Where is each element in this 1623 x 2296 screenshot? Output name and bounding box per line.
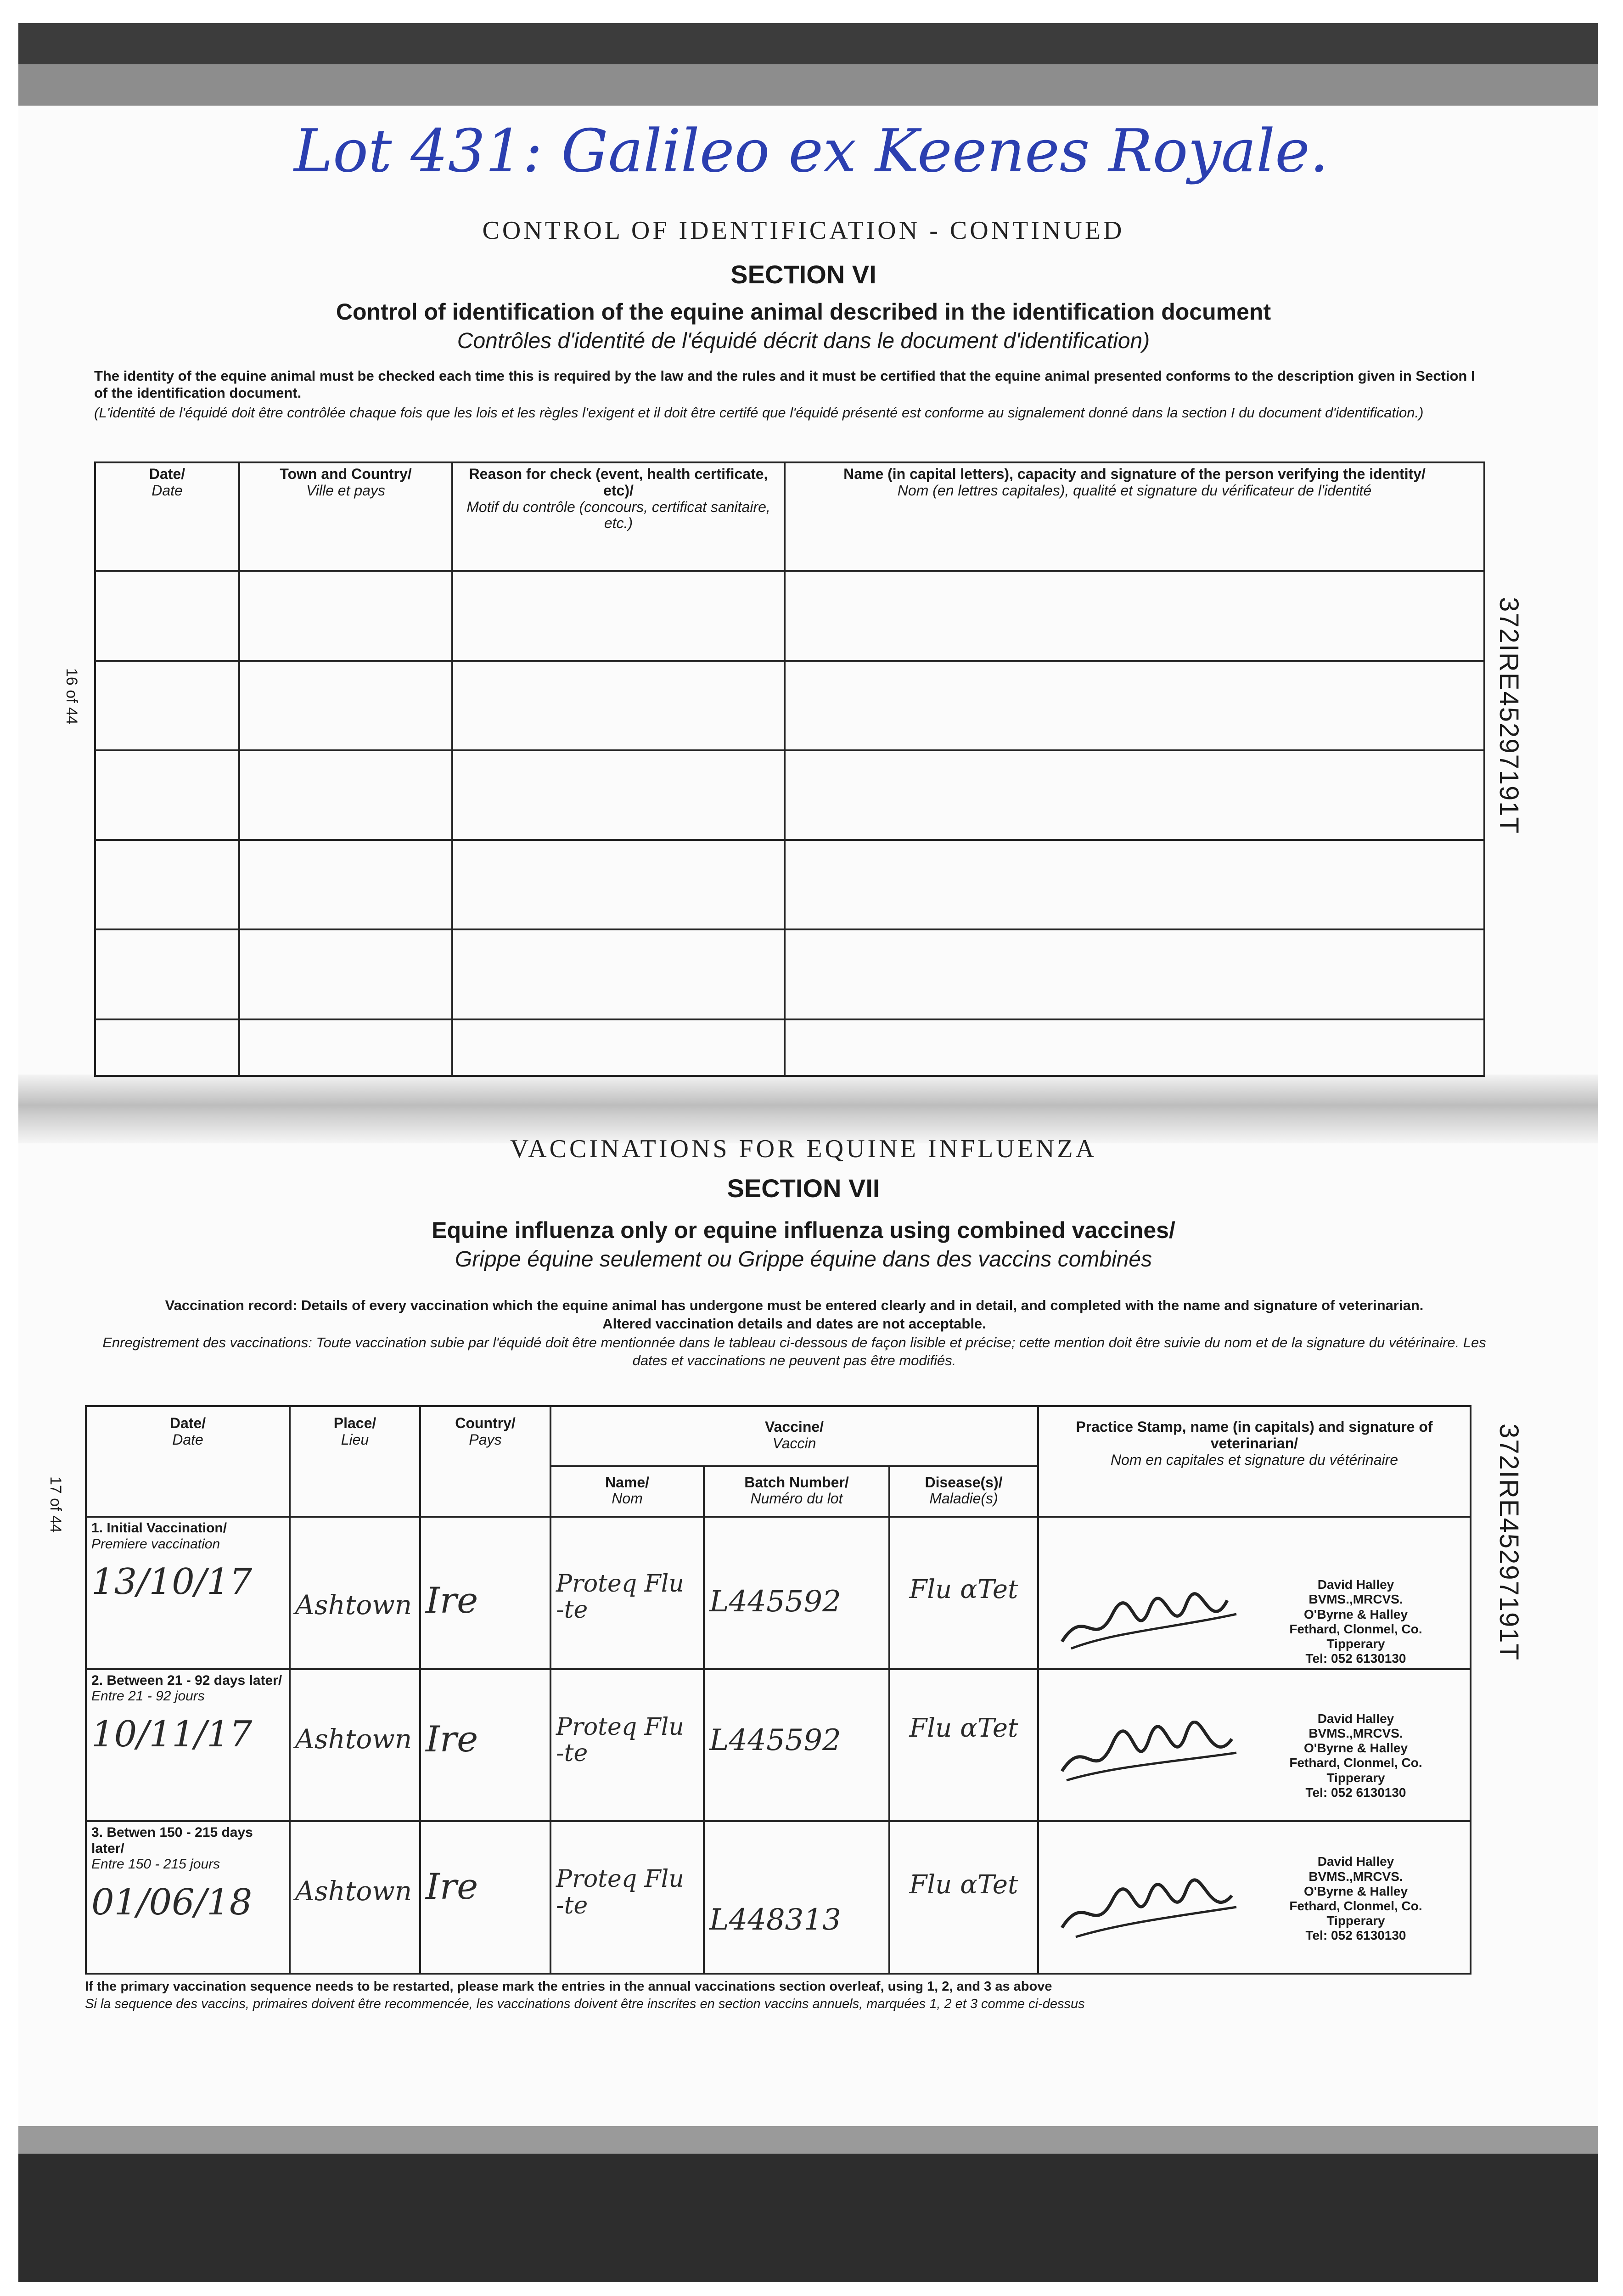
section6-page-label: 16 of 44: [63, 668, 80, 725]
entry-cell[interactable]: [95, 1019, 239, 1076]
disease: Flu αTet: [909, 1713, 1018, 1743]
entry-cell[interactable]: [239, 1019, 452, 1076]
vet-stamp: David Halley BVMS.,MRCVS. O'Byrne & Halley Fethard, Clonmel, Co. Tipperary Tel: 052 6130130: [1289, 1577, 1422, 1666]
section6-banner: CONTROL OF IDENTIFICATION - CONTINUED: [482, 216, 1125, 245]
entry-cell[interactable]: [239, 840, 452, 929]
section6-title-fr: Contrôles d'identité de l'équidé décrit dans le document d'identification): [457, 329, 1150, 353]
batch-cell[interactable]: [704, 1821, 889, 1974]
entry-cell[interactable]: [95, 840, 239, 929]
disease: Flu αTet: [909, 1575, 1018, 1605]
vaccination-date: 13/10/17: [91, 1561, 253, 1603]
vaccine-name-cell[interactable]: [550, 1821, 704, 1974]
entry-cell[interactable]: [239, 661, 452, 750]
col-vaccine: Vaccine/ Vaccin: [550, 1406, 1038, 1466]
table-row: [95, 1019, 1484, 1076]
entry-cell[interactable]: [95, 929, 239, 1019]
col-reason: Reason for check (event, health certificate, etc)/ Motif du contrôle (concours, certificat sanitaire, etc.): [452, 462, 785, 571]
section7-title: Equine influenza only or equine influenza using combined vaccines/: [432, 1217, 1175, 1243]
disease-cell[interactable]: [889, 1517, 1038, 1669]
entry-cell[interactable]: [785, 1019, 1484, 1076]
vaccination-place: Ashtown: [295, 1875, 412, 1907]
table-row: [95, 929, 1484, 1019]
entry-cell[interactable]: [239, 571, 452, 660]
col-batch: Batch Number/ Numéro du lot: [704, 1466, 889, 1517]
vaccination-date: 01/06/18: [91, 1881, 253, 1923]
col-town-country: Town and Country/ Ville et pays: [239, 462, 452, 571]
col-vaccine-name: Name/ Nom: [550, 1466, 704, 1517]
stamp-cell[interactable]: [1038, 1517, 1471, 1669]
vaccination-date: 10/11/17: [91, 1713, 253, 1755]
handwritten-lot-note: Lot 431: Galileo ex Keenes Royale.: [294, 117, 1329, 186]
table-row: [86, 1669, 1471, 1822]
entry-cell[interactable]: [452, 750, 785, 840]
batch-number: L448313: [709, 1903, 841, 1937]
place-cell[interactable]: [290, 1821, 420, 1974]
country-cell[interactable]: [420, 1669, 550, 1822]
section7-title-fr: Grippe équine seulement ou Grippe équine dans des vaccins combinés: [455, 1247, 1152, 1272]
entry-cell[interactable]: [95, 571, 239, 660]
table-row: [95, 840, 1484, 929]
table-row: [95, 571, 1484, 660]
vaccine-name: Proteq Flu -te: [556, 1713, 684, 1767]
row-date-cell[interactable]: 3. Betwen 150 - 215 days later/ Entre 150 - 215 jours 01/06/18: [86, 1821, 290, 1974]
scan-border-bottom: [18, 2154, 1598, 2282]
entry-cell[interactable]: [452, 840, 785, 929]
vaccination-place: Ashtown: [295, 1589, 412, 1621]
entry-cell[interactable]: [239, 750, 452, 840]
vet-stamp: David Halley BVMS.,MRCVS. O'Byrne & Halley Fethard, Clonmel, Co. Tipperary Tel: 052 6130130: [1289, 1854, 1422, 1943]
col-country: Country/ Pays: [420, 1406, 550, 1517]
row-date-cell[interactable]: 2. Between 21 - 92 days later/ Entre 21 - 92 jours 10/11/17: [86, 1669, 290, 1822]
table-row: [86, 1517, 1471, 1669]
batch-number: L445592: [709, 1723, 841, 1757]
col-date: Date/ Date: [86, 1406, 290, 1517]
section6-title: Control of identification of the equine animal described in the identification document: [336, 299, 1271, 325]
signature-scribble: [1057, 1721, 1241, 1790]
place-cell[interactable]: [290, 1517, 420, 1669]
row-date-cell[interactable]: 1. Initial Vaccination/ Premiere vaccination 13/10/17: [86, 1517, 290, 1669]
entry-cell[interactable]: [452, 661, 785, 750]
batch-cell[interactable]: [704, 1517, 889, 1669]
section7-record-altered: Altered vaccination details and dates are not acceptable.: [602, 1316, 986, 1332]
vaccine-name-cell[interactable]: [550, 1669, 704, 1822]
disease: Flu αTet: [909, 1870, 1018, 1900]
section6-heading: SECTION VI: [730, 260, 876, 289]
entry-cell[interactable]: [785, 929, 1484, 1019]
section7-page-label: 17 of 44: [47, 1476, 64, 1533]
scan-border-top-inner: [18, 64, 1598, 106]
batch-cell[interactable]: [704, 1669, 889, 1822]
entry-cell[interactable]: [785, 750, 1484, 840]
col-date: Date/ Date: [95, 462, 239, 571]
table-row: [95, 661, 1484, 750]
section7-record-fr: Enregistrement des vaccinations: Toute vaccination subie par l'équidé doit être mentionnée dans le tableau ci-dessous de façon lisible et précise; cette mention doit être suivie du nom et de la signature du vétérinaire. Les dates et vaccinations ne peuvent pas être modifiés.: [102, 1334, 1486, 1368]
table-row: [95, 750, 1484, 840]
col-verifier: Name (in capital letters), capacity and signature of the person verifying the identity/ Nom (en lettres capitales), qualité et signature du vérificateur de l'identité: [785, 462, 1484, 571]
entry-cell[interactable]: [452, 571, 785, 660]
vaccination-country: Ire: [426, 1580, 478, 1622]
vet-stamp: David Halley BVMS.,MRCVS. O'Byrne & Halley Fethard, Clonmel, Co. Tipperary Tel: 052 6130130: [1289, 1711, 1422, 1800]
entry-cell[interactable]: [785, 661, 1484, 750]
col-disease: Disease(s)/ Maladie(s): [889, 1466, 1038, 1517]
section7-footer: If the primary vaccination sequence needs to be restarted, please mark the entries in the annual vaccinations section overleaf, using 1, 2, and 3 as above: [85, 1979, 1052, 1994]
batch-number: L445592: [709, 1585, 841, 1619]
table-row: [86, 1821, 1471, 1974]
section7-id-code: 372IRE45297191T: [1494, 1424, 1524, 1661]
section6-table: [94, 461, 1485, 1077]
entry-cell[interactable]: [785, 571, 1484, 660]
section6-note: The identity of the equine animal must be checked each time this is required by the law and the rules and it must be certified that the equine animal presented conforms to the description given in Section I of the identification document.: [94, 368, 1475, 401]
country-cell[interactable]: [420, 1517, 550, 1669]
disease-cell[interactable]: [889, 1821, 1038, 1974]
vaccine-name: Proteq Flu -te: [556, 1570, 684, 1624]
section7-banner: VACCINATIONS FOR EQUINE INFLUENZA: [510, 1135, 1097, 1163]
signature-scribble: [1057, 1587, 1241, 1655]
signature-scribble: [1057, 1873, 1241, 1941]
entry-cell[interactable]: [452, 1019, 785, 1076]
entry-cell[interactable]: [452, 929, 785, 1019]
place-cell[interactable]: [290, 1669, 420, 1822]
section6-note-fr: (L'identité de l'équidé doit être contrôlée chaque fois que les lois et les règles l'exigent et il doit être certifé que l'équidé présenté est conforme au signalement donné dans la section I du document d'identification.): [94, 405, 1424, 421]
vaccination-country: Ire: [426, 1866, 478, 1908]
vaccine-name-cell[interactable]: [550, 1517, 704, 1669]
section6-id-code: 372IRE45297191T: [1494, 597, 1524, 834]
country-cell[interactable]: [420, 1821, 550, 1974]
disease-cell[interactable]: [889, 1669, 1038, 1822]
vaccination-place: Ashtown: [295, 1723, 412, 1755]
col-stamp: Practice Stamp, name (in capitals) and signature of veterinarian/ Nom en capitales et signature du vétérinaire: [1038, 1406, 1471, 1517]
section7-record: Vaccination record: Details of every vaccination which the equine animal has undergone must be entered clearly and in detail, and completed with the name and signature of veterinarian.: [165, 1297, 1424, 1313]
entry-cell[interactable]: [95, 661, 239, 750]
vaccination-country: Ire: [426, 1718, 478, 1760]
section7-footer-fr: Si la sequence des vaccins, primaires doivent être recommencée, les vaccinations doivent être inscrites en section vaccins annuels, marquées 1, 2 et 3 comme ci-dessus: [85, 1997, 1085, 2011]
vaccine-name: Proteq Flu -te: [556, 1865, 684, 1919]
stamp-cell[interactable]: [1038, 1669, 1471, 1822]
entry-cell[interactable]: [239, 929, 452, 1019]
stamp-cell[interactable]: [1038, 1821, 1471, 1974]
vaccination-table: [85, 1405, 1471, 1975]
entry-cell[interactable]: [95, 750, 239, 840]
section7-heading: SECTION VII: [727, 1174, 880, 1203]
entry-cell[interactable]: [785, 840, 1484, 929]
page-fold: [18, 1075, 1598, 1143]
col-place: Place/ Lieu: [290, 1406, 420, 1517]
